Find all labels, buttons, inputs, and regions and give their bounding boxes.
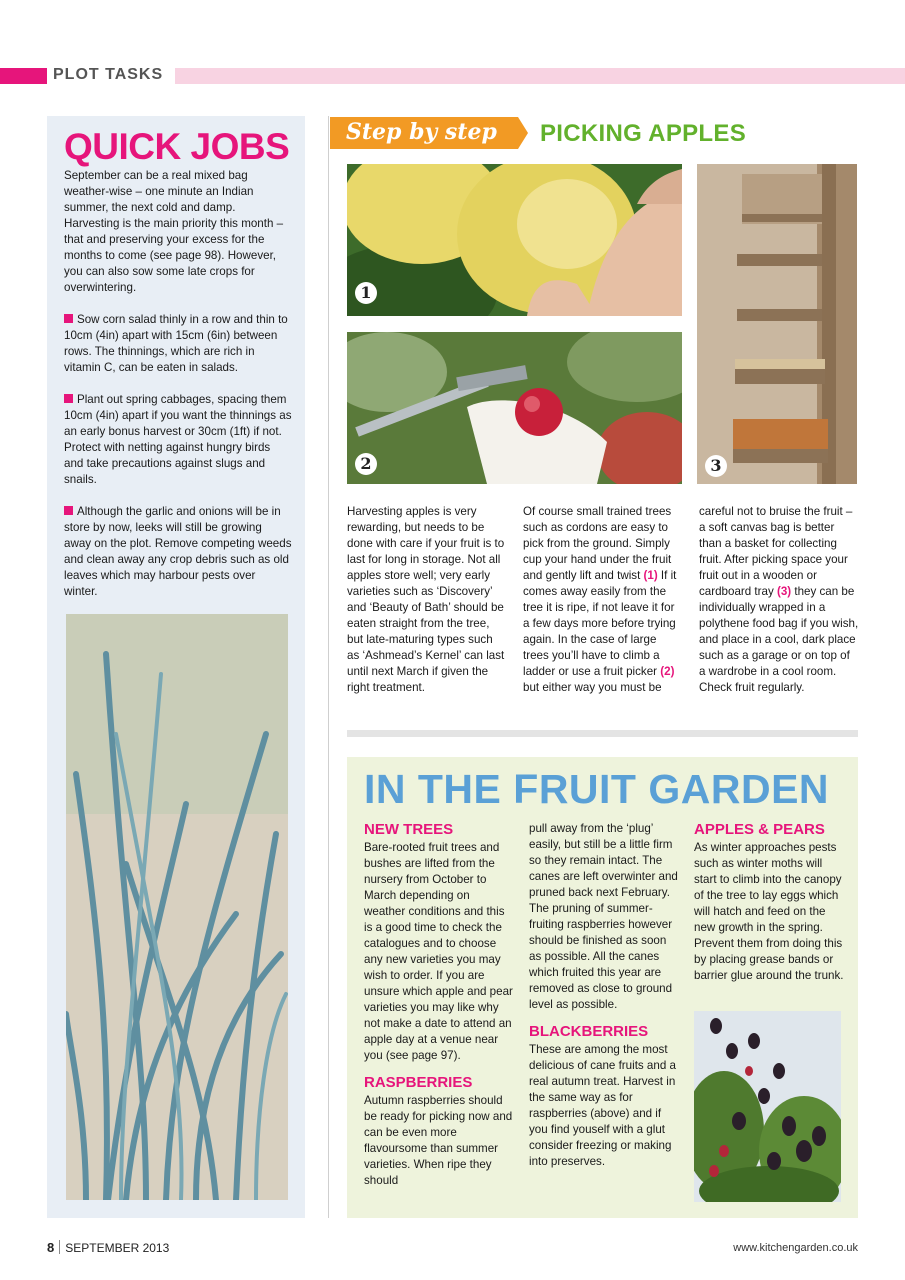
fruit-garden-col-3 — [694, 821, 844, 984]
step-number-1: 1 — [355, 282, 377, 304]
footer-page-info — [47, 1240, 169, 1255]
picking-apples-title: PICKING APPLES — [540, 120, 747, 147]
header-accent-bar — [0, 68, 47, 84]
picking-apples-col-2: Of course small trained trees such as cordons are easy to pick from the ground. Simply cup your hand under the fruit and gently lift and twist (1) If it comes away easily from the tree it is ripe, if not leave it for a few days more before trying again. In the case of large trees you’ll have to climb a ladder or use a fruit picker (2) but either way you must be — [523, 505, 677, 694]
photo-apple-storage-racks — [697, 164, 857, 484]
step-number-2: 2 — [355, 453, 377, 475]
apples-pears-text: As winter approaches pests such as winter moths will start to climb into the canopy of the tree to lay eggs which will hatch and feed on the new growth in the spring. Prevent them from doing this by placing grease bands or barrier glue around the trunk. — [694, 841, 844, 982]
step-by-step-tag: Step by step — [346, 119, 497, 145]
bullet-square-icon — [64, 394, 73, 403]
leeks-photo — [66, 614, 288, 1200]
footer-website[interactable]: www.kitchengarden.co.uk — [733, 1242, 858, 1254]
quick-jobs-item: Sow corn salad thinly in a row and thin to 10cm (4in) apart with 15cm (6in) between rows. The thinnings, which are rich in vitamin C, can be eaten in salads. — [64, 313, 288, 374]
quick-jobs-item: Plant out spring cabbages, spacing them 10cm (4in) apart if you want the thinnings as an early bonus harvest or 30cm (1ft) if not. Protect with netting against hungry birds and take precautions against slugs and snails. — [64, 393, 292, 486]
picking-apples-col-1: Harvesting apples is very rewarding, but needs to be done with care if your fruit is to last for long in storage. Not all apples store well; very early varieties such as ‘Discovery’ and ‘Beauty of Bath’ should be eaten straight from the tree, but late-maturing types such as ‘Ashmead’s Kernel’ can last until next March if given the right treatment. — [347, 505, 505, 694]
picking-apples-col-3: careful not to bruise the fruit – a soft canvas bag is better than a basket for collecting fruit. After picking space your fruit out in a wooden or cardboard tray (3) they can be individually wrapped in a polythene food bag if you wish, and place in a cool, dark place such as a garage or on top of a wardrobe in a cool room. Check fruit regularly. — [699, 505, 859, 694]
section-separator — [347, 730, 858, 737]
step-number-3: 3 — [705, 455, 727, 477]
header-band — [175, 68, 905, 84]
raspberries-text: Autumn raspberries should be ready for picking now and can be even more flavoursome than summer varieties. When ripe they should — [364, 1094, 513, 1187]
section-label: PLOT TASKS — [53, 66, 164, 83]
column-divider — [328, 116, 329, 1218]
raspberries-text-cont: pull away from the ‘plug’ easily, but still be a little firm so they remain intact. The canes are left overwinter and pruned back next February. The pruning of summer-fruiting raspberries however should be finished as soon as possible. All the canes which fruited this year are removed as close to ground level as possible. — [529, 822, 678, 1011]
page-number: 8 — [47, 1240, 55, 1255]
quick-jobs-panel — [47, 116, 305, 1218]
blackberries-photo — [694, 1011, 841, 1202]
quick-jobs-body — [64, 168, 292, 616]
photo-fruit-picker — [347, 332, 682, 484]
photo-ref-2: (2) — [660, 665, 675, 678]
fruit-garden-title: IN THE FRUIT GARDEN — [364, 766, 830, 812]
fruit-garden-col-2 — [529, 821, 679, 1170]
quick-jobs-title: QUICK JOBS — [64, 126, 290, 167]
bullet-square-icon — [64, 314, 73, 323]
quick-jobs-item: Although the garlic and onions will be in store by now, leeks will still be growing away on the plot. Remove competing weeds and clean away any crop debris such as old leaves which may harbour pests over winter. — [64, 505, 292, 598]
photo-hand-picking-apple — [347, 164, 682, 316]
photo-ref-3: (3) — [776, 585, 792, 598]
bullet-square-icon — [64, 506, 73, 515]
footer-separator — [59, 1240, 60, 1254]
quick-jobs-intro: September can be a real mixed bag weather-wise – one minute an Indian summer, the next cold and damp. Harvesting is the main priority this month – that and preserving your excess for the months to come (see page 98). However, you can also sow some late crops for overwintering. — [64, 169, 284, 294]
photo-ref-1: (1) — [643, 569, 658, 582]
fruit-garden-col-1 — [364, 821, 514, 1189]
new-trees-text: Bare-rooted fruit trees and bushes are lifted from the nursery from October to March depending on weather conditions and this is a good time to check the catalogues and to choose any new varieties you may wish to order. If you are unsure which apple and pear varieties you may like why not make a date to attend an apple day at a venue near you (see page 97). — [364, 841, 513, 1062]
new-trees-heading: NEW TREES — [364, 821, 454, 838]
blackberries-heading: BLACKBERRIES — [529, 1023, 649, 1040]
blackberries-text: These are among the most delicious of cane fruits and a real autumn treat. Harvest in the same way as for raspberries (above) and if you find youself with a glut consider freezing or making into preserves. — [529, 1043, 676, 1168]
raspberries-heading: RASPBERRIES — [364, 1074, 473, 1091]
issue-date: SEPTEMBER 2013 — [65, 1241, 170, 1255]
apples-pears-heading: APPLES & PEARS — [694, 821, 825, 838]
